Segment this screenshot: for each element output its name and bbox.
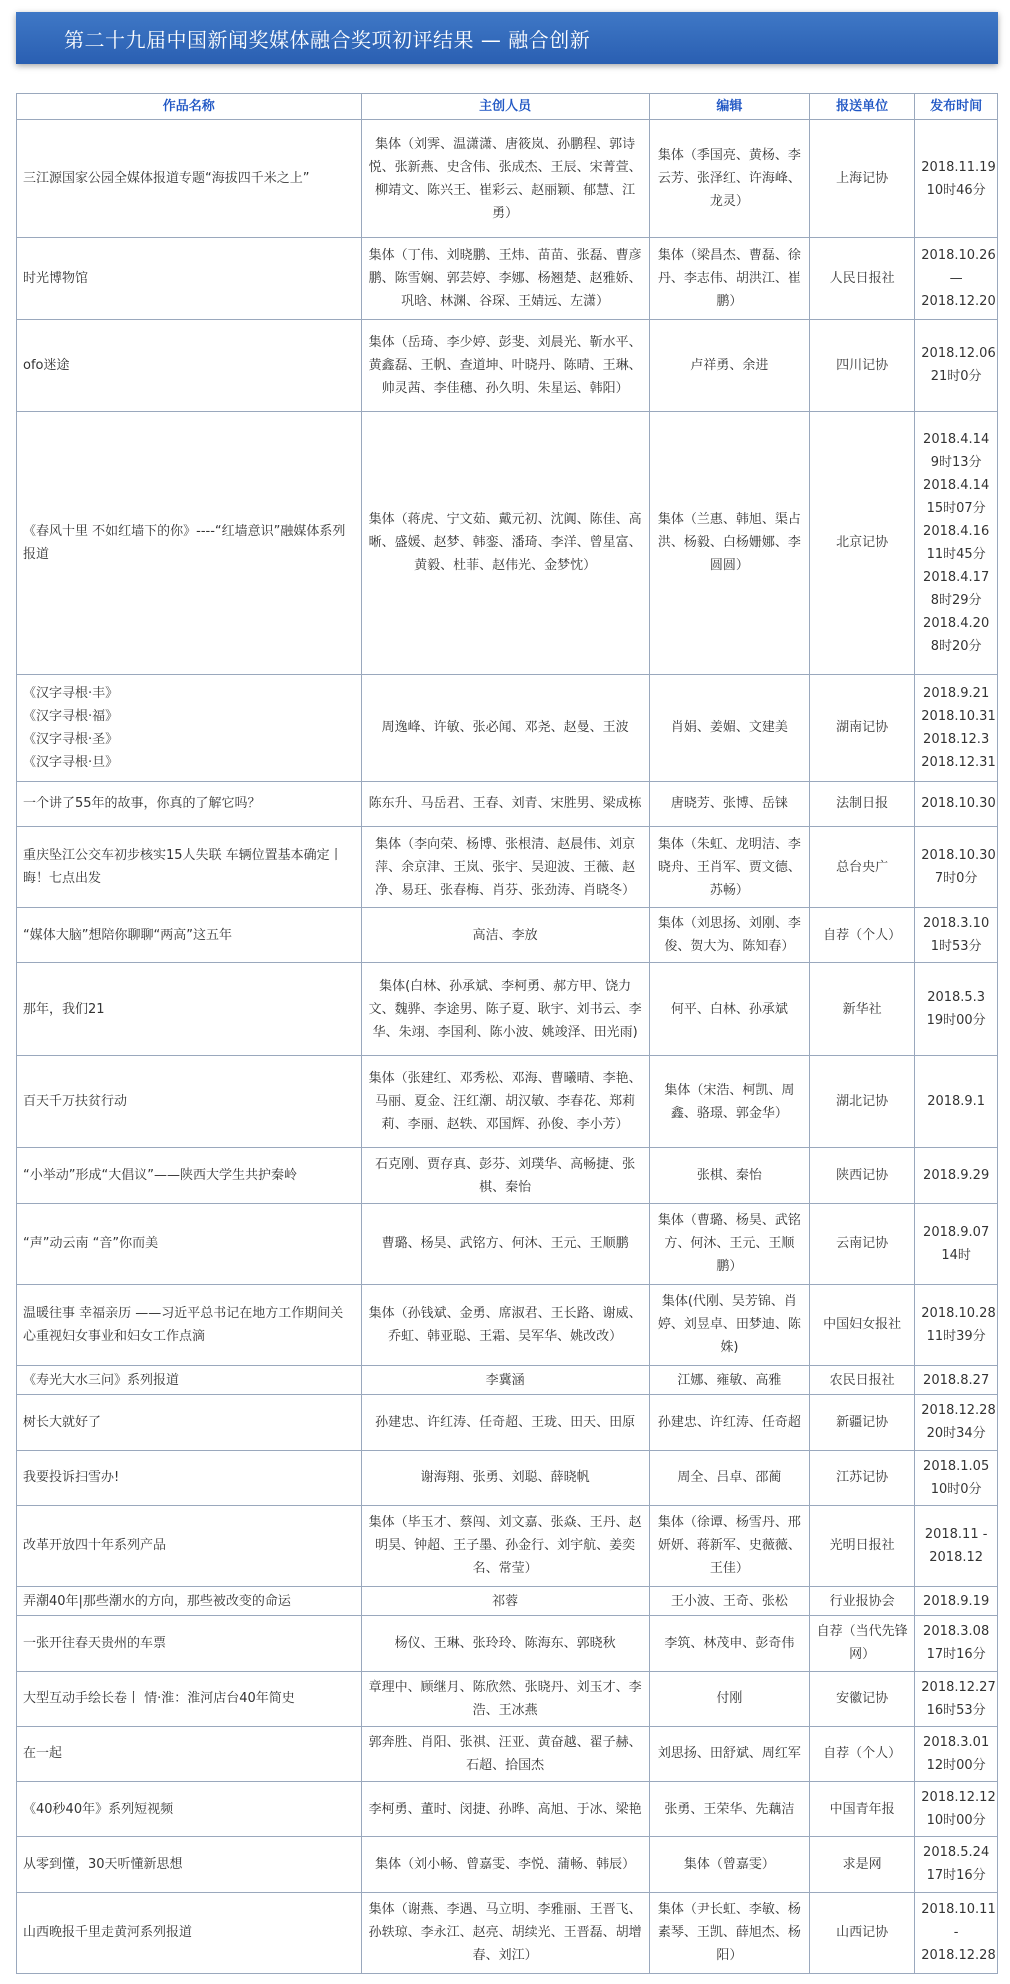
table-row (17, 1726, 998, 1781)
cell-editors: 集体（季国亮、黄杨、李云芳、张泽红、许海峰、龙灵） (649, 120, 809, 238)
cell-creators: 周逸峰、许敏、张必闻、邓尧、赵曼、王波 (361, 674, 649, 781)
cell-unit: 自荐（个人） (810, 908, 915, 963)
cell-creators: 郭奔胜、肖阳、张祺、汪亚、黄奋越、翟子赫、石超、拾国杰 (361, 1726, 649, 1781)
date-line: 2018.10.28 (921, 1305, 996, 1321)
cell-title: 温暖往事 幸福亲历 ——习近平总书记在地方工作期间关心重视妇女事业和妇女工作点滴 (17, 1284, 362, 1365)
table-row (17, 238, 998, 319)
date-line: 2018.12.12 (921, 1790, 996, 1806)
date-line: 2018.12 (929, 1549, 984, 1565)
cell-unit: 光明日报社 (810, 1505, 915, 1586)
cell-date (915, 1366, 998, 1395)
cell-title: 在一起 (17, 1726, 362, 1781)
table-row (17, 1203, 998, 1284)
cell-creators: 陈东升、马岳君、王春、刘青、宋胜男、梁成栋 (361, 781, 649, 826)
cell-date (915, 1892, 998, 1973)
date-line: 2018.10.26 (921, 248, 996, 263)
cell-editors: 唐晓芳、张博、岳铼 (649, 781, 809, 826)
cell-creators: 集体（孙钱斌、金勇、席淑君、王长路、谢威、乔虹、韩亚聪、王霜、吴军华、姚改改） (361, 1284, 649, 1365)
date-line: 2018.9.21 (923, 685, 990, 701)
cell-creators: 孙建忠、许红涛、任奇超、王珑、田天、田原 (361, 1395, 649, 1450)
cell-title: 大型互动手绘长卷丨 情·淮：淮河店台40年简史 (17, 1671, 362, 1726)
cell-unit: 法制日报 (810, 781, 915, 826)
table-row (17, 1587, 998, 1616)
date-line: 2018.10.30 (921, 796, 996, 812)
date-line: 2018.5.24 (923, 1845, 990, 1861)
cell-editors: 周全、吕卓、邵蔺 (649, 1450, 809, 1505)
table-row (17, 827, 998, 908)
date-line: — (949, 271, 963, 286)
cell-date (915, 319, 998, 411)
cell-creators: 集体（谢燕、李遇、马立明、李雅丽、王晋飞、孙轶琼、李永江、赵亮、胡续光、王晋磊、胡增春、刘江） (361, 1892, 649, 1973)
cell-title: 时光博物馆 (17, 238, 362, 319)
cell-title: 我要投诉扫雪办! (17, 1450, 362, 1505)
cell-editors: 集体（梁昌杰、曹磊、徐丹、李志伟、胡洪江、崔鹏） (649, 238, 809, 319)
cell-unit: 总台央广 (810, 827, 915, 908)
cell-editors: 张棋、秦怡 (649, 1148, 809, 1203)
date-line: 2018.12.20 (921, 294, 996, 309)
cell-date (915, 781, 998, 826)
cell-title: 从零到懂，30天听懂新思想 (17, 1837, 362, 1892)
cell-creators: 集体(白林、孙承斌、李柯勇、郝方甲、饶力文、魏骅、李途男、陈子夏、耿宇、刘书云、李华、朱翊、李国利、陈小波、姚竣泽、田光雨) (361, 963, 649, 1055)
cell-unit: 陕西记协 (810, 1148, 915, 1203)
cell-title: 一张开往春天贵州的车票 (17, 1616, 362, 1671)
cell-editors: 付刚 (649, 1671, 809, 1726)
title-line: 《汉字寻根·福》 (23, 708, 119, 724)
date-line: 2018.5.3 (927, 990, 986, 1006)
table-row (17, 1284, 998, 1365)
cell-creators: 集体（刘小畅、曾嘉雯、李悦、蒲畅、韩辰） (361, 1837, 649, 1892)
cell-creators: 集体（刘霁、温潇潇、唐筱岚、孙鹏程、郭诗悦、张新燕、史含伟、张成杰、王辰、宋菁萱、柳靖文、陈兴王、崔彩云、赵丽颖、郁慧、江勇） (361, 120, 649, 238)
date-line: 2018.4.17 (923, 569, 990, 585)
cell-title: 《40秒40年》系列短视频 (17, 1782, 362, 1837)
date-line: 16时53分 (926, 1702, 986, 1718)
date-line: 2018.9.19 (923, 1593, 990, 1609)
cell-date (915, 1148, 998, 1203)
cell-title: “小举动”形成“大倡议”——陕西大学生共护秦岭 (17, 1148, 362, 1203)
cell-creators: 章理中、顾继月、陈欣然、张晓丹、刘玉才、李浩、王冰燕 (361, 1671, 649, 1726)
table-row (17, 1148, 998, 1203)
date-line: 2018.10.30 (921, 848, 996, 864)
cell-unit: 新华社 (810, 963, 915, 1055)
table-row (17, 1395, 998, 1450)
date-line: 2018.1.05 (923, 1458, 990, 1474)
date-line: 17时16分 (926, 1647, 986, 1663)
cell-creators: 集体（岳琦、李少婷、彭斐、刘晨光、靳水平、黄鑫磊、王帆、查道坤、叶晓丹、陈晴、王琳、帅灵茜、李佳穗、孙久明、朱星运、韩阳） (361, 319, 649, 411)
cell-title: 树长大就好了 (17, 1395, 362, 1450)
cell-date (915, 1395, 998, 1450)
date-line: - (953, 1925, 959, 1941)
date-line: 9时13分 (930, 454, 982, 470)
cell-creators: 集体（张建红、邓秀松、邓海、曹曦晴、李艳、马丽、夏金、汪红潮、胡汉敏、李春花、郑莉莉、李丽、赵轶、邓国辉、孙俊、李小芳） (361, 1055, 649, 1147)
cell-date (915, 1616, 998, 1671)
cell-editors: 刘思扬、田舒斌、周红军 (649, 1726, 809, 1781)
date-line: 2018.9.29 (923, 1168, 990, 1184)
date-line: 19时00分 (926, 1013, 986, 1029)
date-line: 2018.4.14 (923, 431, 990, 447)
table-body (17, 120, 998, 1974)
table-row (17, 1782, 998, 1837)
table-row (17, 1892, 998, 1973)
cell-creators: 集体（李向荣、杨博、张根清、赵晨伟、刘京萍、余京津、王岚、张宇、吴迎波、王薇、赵净、易玨、张春梅、肖芬、张劲涛、肖晓冬） (361, 827, 649, 908)
cell-unit: 自荐（个人） (810, 1726, 915, 1781)
cell-date (915, 1450, 998, 1505)
table-row (17, 963, 998, 1055)
date-line: 21时0分 (930, 369, 982, 385)
table-row (17, 319, 998, 411)
date-line: 2018.12.06 (921, 346, 996, 362)
date-line: 10时46分 (926, 182, 986, 198)
cell-date (915, 908, 998, 963)
cell-editors: 王小波、王奇、张松 (649, 1587, 809, 1616)
header-creators: 主创人员 (361, 94, 649, 120)
table-header-row (17, 94, 998, 120)
cell-title: ofo迷途 (17, 319, 362, 411)
cell-title (17, 674, 362, 781)
table-row (17, 674, 998, 781)
cell-title: 《寿光大水三问》系列报道 (17, 1366, 362, 1395)
date-line: 12时00分 (926, 1757, 986, 1773)
cell-unit: 中国妇女报社 (810, 1284, 915, 1365)
cell-creators: 集体（丁伟、刘晓鹏、王炜、苗苗、张磊、曹彦鹏、陈雪娴、郭芸婷、李娜、杨翘楚、赵雅娇、巩晗、林渊、谷琛、王婧远、左潇） (361, 238, 649, 319)
cell-creators: 李柯勇、董时、闵捷、孙晔、高旭、于冰、梁艳 (361, 1782, 649, 1837)
header-editors: 编辑 (649, 94, 809, 120)
cell-date (915, 827, 998, 908)
date-line: 8时20分 (930, 638, 982, 654)
date-line: 2018.3.01 (923, 1734, 990, 1750)
table-row (17, 1837, 998, 1892)
cell-unit: 安徽记协 (810, 1671, 915, 1726)
cell-unit: 中国青年报 (810, 1782, 915, 1837)
cell-date (915, 1671, 998, 1726)
cell-date (915, 963, 998, 1055)
cell-unit: 上海记协 (810, 120, 915, 238)
cell-date (915, 1284, 998, 1365)
date-line: 11时39分 (926, 1328, 986, 1344)
table-row (17, 908, 998, 963)
cell-editors: 集体(代刚、吴芳锦、肖婷、刘昱卓、田梦迪、陈姝) (649, 1284, 809, 1365)
results-table-container (16, 93, 998, 1974)
cell-title: 弄潮40年|那些潮水的方向，那些被改变的命运 (17, 1587, 362, 1616)
cell-editors: 孙建忠、许红涛、任奇超 (649, 1395, 809, 1450)
table-row (17, 1450, 998, 1505)
date-line: 2018.10.11 (921, 1902, 996, 1918)
cell-title: 三江源国家公园全媒体报道专题“海拔四千米之上” (17, 120, 362, 238)
cell-unit: 行业报协会 (810, 1587, 915, 1616)
table-row (17, 1671, 998, 1726)
cell-title: 百天千万扶贫行动 (17, 1055, 362, 1147)
table-row (17, 1616, 998, 1671)
date-line: 15时07分 (926, 500, 986, 516)
cell-unit: 湖北记协 (810, 1055, 915, 1147)
date-line: 2018.9.07 (923, 1224, 990, 1240)
cell-title: 改革开放四十年系列产品 (17, 1505, 362, 1586)
date-line: 2018.11 - (924, 1526, 988, 1542)
cell-editors: 集体（徐谭、杨雪丹、邢妍妍、蒋新军、史薇薇、王佳） (649, 1505, 809, 1586)
cell-title: 重庆坠江公交车初步核实15人失联 车辆位置基本确定丨晦！七点出发 (17, 827, 362, 908)
page-header-banner (16, 12, 998, 64)
date-line: 2018.9.1 (927, 1094, 986, 1110)
date-line: 2018.12.28 (921, 1948, 996, 1964)
cell-creators: 祁蓉 (361, 1587, 649, 1616)
cell-unit: 云南记协 (810, 1203, 915, 1284)
title-line: 《汉字寻根·圣》 (23, 731, 119, 747)
table-row (17, 781, 998, 826)
cell-creators: 曹璐、杨昊、武铭方、何沐、王元、王顺鹏 (361, 1203, 649, 1284)
cell-editors: 张勇、王荣华、先藕洁 (649, 1782, 809, 1837)
date-line: 1时53分 (930, 939, 982, 955)
cell-editors: 集体（曹璐、杨昊、武铭方、何沐、王元、王顺鹏） (649, 1203, 809, 1284)
date-line: 20时34分 (926, 1426, 986, 1442)
cell-date (915, 1055, 998, 1147)
cell-creators: 石克刚、贾存真、彭芬、刘璞华、高畅捷、张棋、秦怡 (361, 1148, 649, 1203)
date-line: 2018.12.3 (923, 731, 990, 747)
cell-unit: 四川记协 (810, 319, 915, 411)
cell-date (915, 120, 998, 238)
cell-title: 一个讲了55年的故事，你真的了解它吗？ (17, 781, 362, 826)
date-line: 8时29分 (930, 592, 982, 608)
date-line: 11时45分 (926, 546, 986, 562)
header-title: 作品名称 (17, 94, 362, 120)
cell-creators: 高洁、李放 (361, 908, 649, 963)
cell-date (915, 1782, 998, 1837)
cell-creators: 集体（毕玉才、蔡闯、刘文嘉、张焱、王丹、赵明昊、钟超、王子墨、孙金行、刘宇航、姜奕名、常莹） (361, 1505, 649, 1586)
date-line: 2018.11.19 (921, 159, 996, 175)
cell-date (915, 412, 998, 675)
title-line: 《汉字寻根·旦》 (23, 754, 119, 770)
date-line: 2018.3.10 (923, 916, 990, 932)
table-row (17, 120, 998, 238)
date-line: 2018.12.27 (921, 1679, 996, 1695)
cell-unit: 新疆记协 (810, 1395, 915, 1450)
cell-unit: 人民日报社 (810, 238, 915, 319)
cell-editors: 江娜、雍敏、高雅 (649, 1366, 809, 1395)
cell-creators: 李冀涵 (361, 1366, 649, 1395)
cell-date (915, 1726, 998, 1781)
page-title: 第二十九届中国新闻奖媒体融合奖项初评结果 — 融合创新 (64, 27, 591, 52)
cell-title: 那年，我们21 (17, 963, 362, 1055)
date-line: 2018.4.16 (923, 523, 990, 539)
cell-date (915, 1505, 998, 1586)
cell-editors: 肖娟、姜媚、文建美 (649, 674, 809, 781)
cell-date (915, 1587, 998, 1616)
date-line: 2018.8.27 (923, 1372, 990, 1388)
cell-date (915, 1203, 998, 1284)
cell-title: “媒体大脑”想陪你聊聊“两高”这五年 (17, 908, 362, 963)
cell-date (915, 674, 998, 781)
results-table (16, 93, 998, 1974)
cell-editors: 集体（曾嘉雯） (649, 1837, 809, 1892)
date-line: 2018.10.31 (921, 708, 996, 724)
cell-editors: 李筑、林茂申、彭奇伟 (649, 1616, 809, 1671)
cell-editors: 卢祥勇、余进 (649, 319, 809, 411)
cell-unit: 江苏记协 (810, 1450, 915, 1505)
table-row (17, 1055, 998, 1147)
header-unit: 报送单位 (810, 94, 915, 120)
cell-unit: 山西记协 (810, 1892, 915, 1973)
cell-creators: 杨仪、王琳、张玲玲、陈海东、郭晓秋 (361, 1616, 649, 1671)
cell-creators: 集体（蒋虎、宁文茹、戴元初、沈阗、陈佳、高晰、盛媛、赵梦、韩銮、潘琦、李洋、曾星富、黄毅、杜菲、赵伟光、金梦忱） (361, 412, 649, 675)
cell-title: 山西晚报千里走黄河系列报道 (17, 1892, 362, 1973)
date-line: 14时 (941, 1247, 971, 1263)
date-line: 2018.4.14 (923, 477, 990, 493)
cell-date (915, 238, 998, 319)
title-line: 《汉字寻根·丰》 (23, 685, 119, 701)
table-row (17, 1366, 998, 1395)
table-row (17, 412, 998, 675)
cell-unit: 自荐（当代先锋网） (810, 1616, 915, 1671)
date-line: 10时00分 (926, 1813, 986, 1829)
date-line: 7时0分 (934, 871, 978, 887)
date-line: 2018.4.20 (923, 615, 990, 631)
cell-editors: 何平、白林、孙承斌 (649, 963, 809, 1055)
date-line: 2018.12.31 (921, 754, 996, 770)
cell-title: 《春风十里 不如红墙下的你》----“红墙意识”融媒体系列报道 (17, 412, 362, 675)
cell-unit: 求是网 (810, 1837, 915, 1892)
cell-editors: 集体（尹长虹、李敏、杨素琴、王凯、薛旭杰、杨阳） (649, 1892, 809, 1973)
date-line: 17时16分 (926, 1868, 986, 1884)
cell-unit: 湖南记协 (810, 674, 915, 781)
cell-date (915, 1837, 998, 1892)
date-line: 2018.3.08 (923, 1624, 990, 1640)
cell-title: “声”动云南 “音”你而美 (17, 1203, 362, 1284)
cell-editors: 集体（朱虹、龙明洁、李晓舟、王肖军、贾文德、苏畅） (649, 827, 809, 908)
cell-editors: 集体（兰惠、韩旭、渠占洪、杨毅、白杨姗娜、李圆圆） (649, 412, 809, 675)
cell-creators: 谢海翔、张勇、刘聪、薛晓帆 (361, 1450, 649, 1505)
date-line: 10时0分 (930, 1481, 982, 1497)
cell-unit: 农民日报社 (810, 1366, 915, 1395)
header-date: 发布时间 (915, 94, 998, 120)
cell-editors: 集体（刘思扬、刘刚、李俊、贺大为、陈知春） (649, 908, 809, 963)
cell-unit: 北京记协 (810, 412, 915, 675)
cell-editors: 集体（宋浩、柯凯、周鑫、骆璟、郭金华） (649, 1055, 809, 1147)
table-row (17, 1505, 998, 1586)
date-line: 2018.12.28 (921, 1403, 996, 1419)
